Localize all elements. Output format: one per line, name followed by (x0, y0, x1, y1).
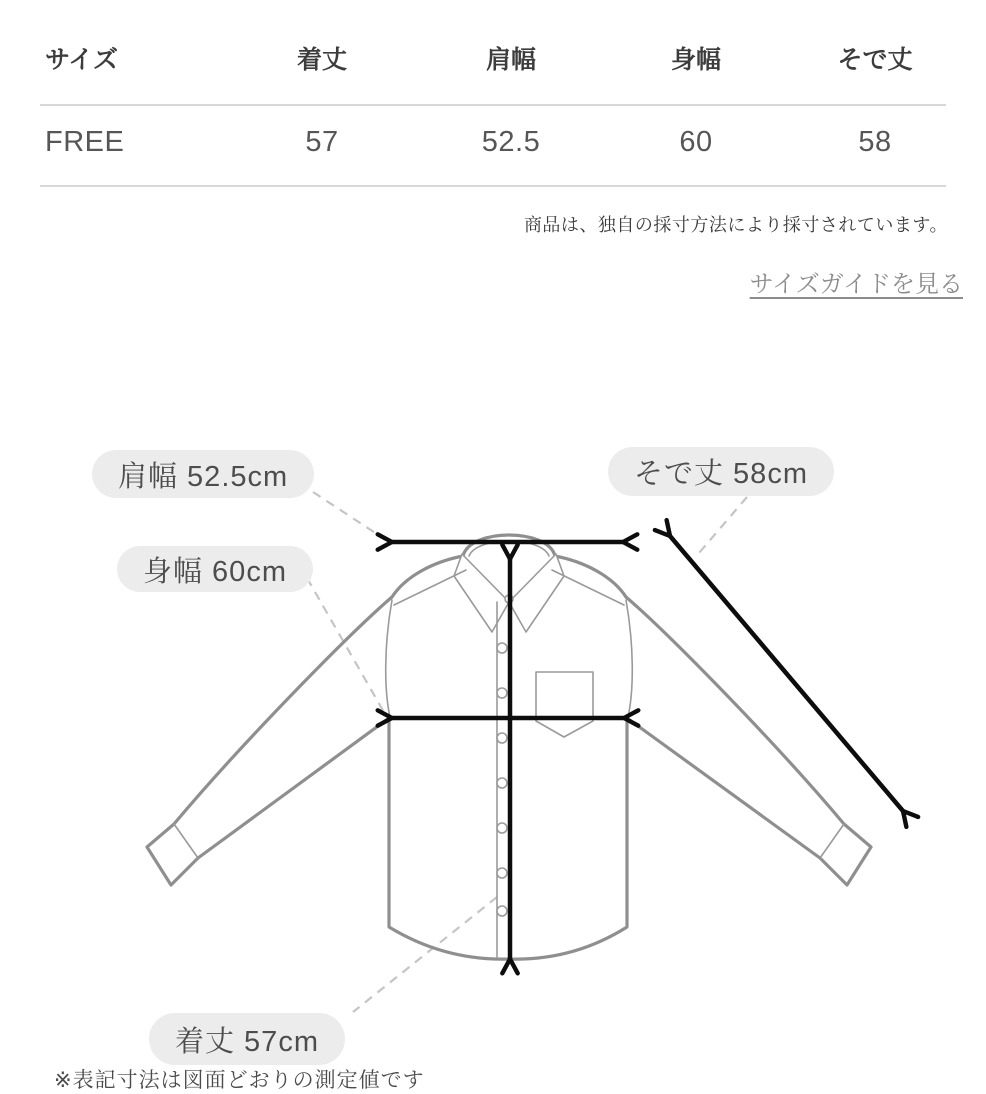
col-header-size: サイズ (45, 46, 119, 74)
body-width-label-text: 身幅 60cm (143, 555, 287, 588)
body-length-label-text: 着丈 57cm (175, 1025, 319, 1058)
width-connector-line (307, 578, 385, 714)
col-header-shoulder: 肩幅 (485, 46, 537, 74)
col-header-width: 身幅 (670, 46, 722, 74)
cell-sleeve-value: 58 (858, 126, 892, 158)
bottom-measurement-note: ※表記寸法は図面どおりの測定値です (54, 1069, 425, 1092)
right-cuff (820, 824, 871, 885)
collar-band (463, 535, 555, 556)
right-sleeve-outer (626, 597, 844, 824)
cell-size-name: FREE (45, 126, 125, 158)
right-cuff-seam (820, 824, 844, 858)
col-header-length: 着丈 (296, 46, 348, 74)
chest-pocket (536, 672, 593, 737)
left-sleeve-inner (198, 718, 389, 858)
shoulder-width-label-text: 肩幅 52.5cm (118, 460, 289, 493)
length-connector-line (353, 897, 497, 1012)
left-sleeve-outer (174, 597, 392, 824)
shoulder-connector-line (313, 492, 383, 538)
cell-width-value: 60 (679, 126, 713, 158)
cell-length-value: 57 (305, 126, 339, 158)
measurement-arrows (392, 536, 903, 959)
measurement-method-note: 商品は、独自の採寸方法により採寸されています。 (523, 215, 948, 235)
body-width-label (117, 546, 313, 592)
sleeve-length-label-text: そで丈 58cm (634, 458, 808, 490)
right-collar-flap (509, 554, 564, 632)
left-collar-flap (454, 554, 509, 632)
cell-shoulder-value: 52.5 (481, 126, 541, 158)
right-armhole (626, 600, 632, 717)
shoulder-width-label (92, 450, 314, 498)
left-yoke-seam (394, 570, 466, 605)
left-body-edge (389, 718, 509, 959)
buttons (497, 643, 507, 916)
sleeve-connector-line (699, 497, 747, 553)
connector-lines (307, 492, 747, 1012)
sleeve-length-label (608, 447, 834, 496)
right-sleeve-inner (627, 718, 820, 858)
size-guide-link[interactable]: サイズガイドを見る (749, 271, 963, 298)
right-body-edge (509, 718, 627, 959)
left-cuff-seam (174, 824, 198, 858)
left-cuff (147, 824, 198, 885)
body-length-label (149, 1013, 345, 1065)
right-yoke-seam (552, 570, 624, 605)
col-header-sleeve: そで丈 (837, 46, 913, 74)
left-armhole (386, 600, 392, 717)
